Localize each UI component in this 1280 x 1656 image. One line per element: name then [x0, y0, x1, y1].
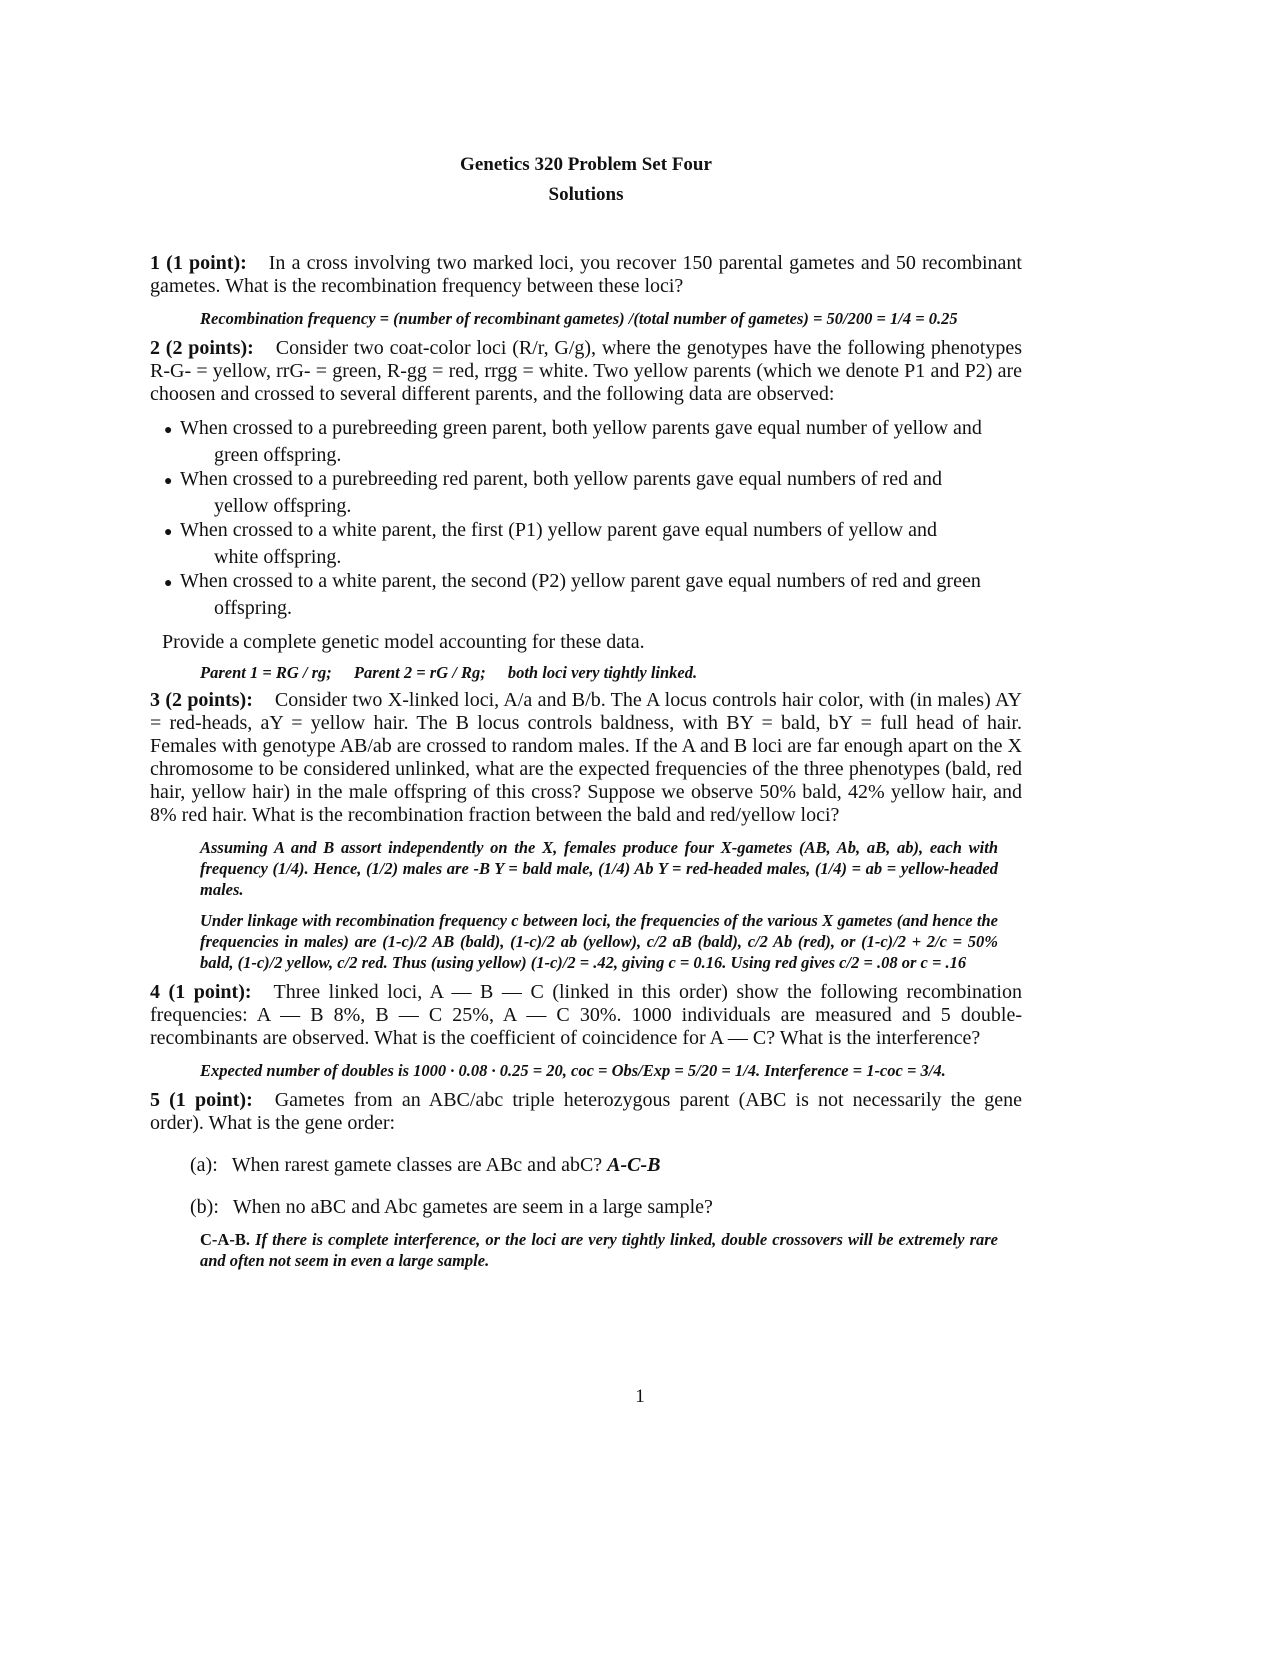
list-item: ● When crossed to a white parent, the second (P2) yellow parent gave equal numbers of red and green offspring.	[164, 570, 981, 619]
question-1-label: 1 (1 point):	[150, 252, 247, 274]
question-4	[150, 981, 1022, 1050]
question-5a	[190, 1153, 1022, 1177]
bullet-icon: ●	[164, 525, 173, 540]
question-5b-label: (b):	[190, 1196, 219, 1218]
answer-2-linkage: both loci very tightly linked.	[507, 663, 698, 682]
question-5a-text: When rarest gamete classes are ABc and abC?	[231, 1154, 603, 1176]
question-3-label: 3 (2 points):	[150, 689, 253, 711]
answer-3-unlinked: Assuming A and B assort independently on the X, females produce four X-gametes (AB, Ab, aB, ab), each with frequency (1/4). Hence, (1/2) males are -B Y = bald male, (1/4) Ab Y = red-headed males, (1/4) = ab = yellow-headed males.	[200, 838, 998, 899]
question-5-text: Gametes from an ABC/abc triple heterozygous parent (ABC is not necessarily the gene order). What is the gene order:	[150, 1089, 1022, 1134]
document-title: Genetics 320 Problem Set Four	[460, 154, 712, 175]
question-3-text: Consider two X-linked loci, A/a and B/b. The A locus controls hair color, with (in males) AY = red-heads, aY = yellow hair. The B locus controls baldness, with BY = bald, bY = full head of hair. Females with genotype AB/ab are crossed to random males. If the A and B loci are far enough apart on the X chromosome to be considered unlinked, what are the expected frequencies of the three phenotypes (bald, red hair, yellow hair) in the male offspring of this cross? Suppose we observe 50% bald, 42% yellow hair, and 8% red hair. What is the recombination fraction between the bald and red/yellow loci?	[150, 689, 1022, 826]
bullet-icon: ●	[164, 423, 173, 438]
question-2-bullets	[150, 416, 1022, 620]
question-4-label: 4 (1 point):	[150, 981, 252, 1003]
answer-4: Expected number of doubles is 1000 · 0.08 · 0.25 = 20, coc = Obs/Exp = 5/20 = 1/4. Interference = 1-coc = 3/4.	[200, 1061, 946, 1080]
list-item: ● When crossed to a white parent, the first (P1) yellow parent gave equal numbers of yellow and white offspring.	[164, 519, 937, 568]
question-2-text: Consider two coat-color loci (R/r, G/g), where the genotypes have the following phenotypes R-G- = yellow, rrG- = green, R-gg = red, rrgg = white. Two yellow parents (which we denote P1 and P2) are choosen and crossed to several different parents, and the following data are observed:	[150, 337, 1022, 405]
answer-5b-order: C-A-B.	[200, 1230, 250, 1249]
question-2-label: 2 (2 points):	[150, 337, 254, 359]
answer-2-parent-1: Parent 1 = RG / rg;	[200, 663, 332, 682]
list-item: ● When crossed to a purebreeding green parent, both yellow parents gave equal number of yellow and green offspring.	[164, 417, 982, 466]
answer-1: Recombination frequency = (number of recombinant gametes) /(total number of gametes) = 50/200 = 1/4 = 0.25	[200, 309, 958, 328]
question-2	[150, 337, 1022, 406]
answer-2-parent-2: Parent 2 = rG / Rg;	[353, 663, 486, 682]
answer-5b-explanation: If there is complete interference, or the loci are very tightly linked, double crossovers will be extremely rare and often not seem in even a large sample.	[200, 1230, 999, 1270]
answer-2	[200, 662, 1022, 683]
bullet-icon: ●	[164, 576, 173, 591]
question-5	[150, 1089, 1022, 1135]
question-3	[150, 689, 1022, 827]
answer-5b	[200, 1229, 998, 1271]
title-block	[150, 150, 1022, 210]
bullet-icon: ●	[164, 474, 173, 489]
question-5a-label: (a):	[190, 1154, 218, 1176]
question-5b	[190, 1195, 1022, 1219]
page-number: 1	[635, 1386, 645, 1407]
document-page	[150, 150, 1022, 1279]
answer-5a: A-C-B	[607, 1154, 661, 1176]
question-1-text: In a cross involving two marked loci, you recover 150 parental gametes and 50 recombinant gametes. What is the recombination frequency between these loci?	[150, 252, 1022, 297]
list-item: ● When crossed to a purebreeding red parent, both yellow parents gave equal numbers of red and yellow offspring.	[164, 468, 942, 517]
question-5-label: 5 (1 point):	[150, 1089, 253, 1111]
question-1	[150, 252, 1022, 298]
answer-3-linked: Under linkage with recombination frequency c between loci, the frequencies of the various X gametes (and hence the frequencies in males) are (1-c)/2 AB (bald), (1-c)/2 ab (yellow), c/2 aB (bald), c/2 Ab (red), or (1-c)/2 + 2/c = 50% bald, (1-c)/2 yellow, c/2 red. Thus (using yellow) (1-c)/2 = .42, giving c = 0.16. Using red gives c/2 = .08 or c = .16	[200, 911, 998, 972]
document-subtitle: Solutions	[548, 184, 624, 205]
question-4-text: Three linked loci, A — B — C (linked in this order) show the following recombination frequencies: A — B 8%, B — C 25%, A — C 30%. 1000 individuals are measured and 5 double-recombinants are observed. What is the coefficient of coincidence for A — C? What is the interference?	[150, 981, 1022, 1049]
question-5b-text: When no aBC and Abc gametes are seem in a large sample?	[232, 1196, 713, 1218]
question-2-prompt: Provide a complete genetic model accounting for these data.	[162, 631, 645, 653]
